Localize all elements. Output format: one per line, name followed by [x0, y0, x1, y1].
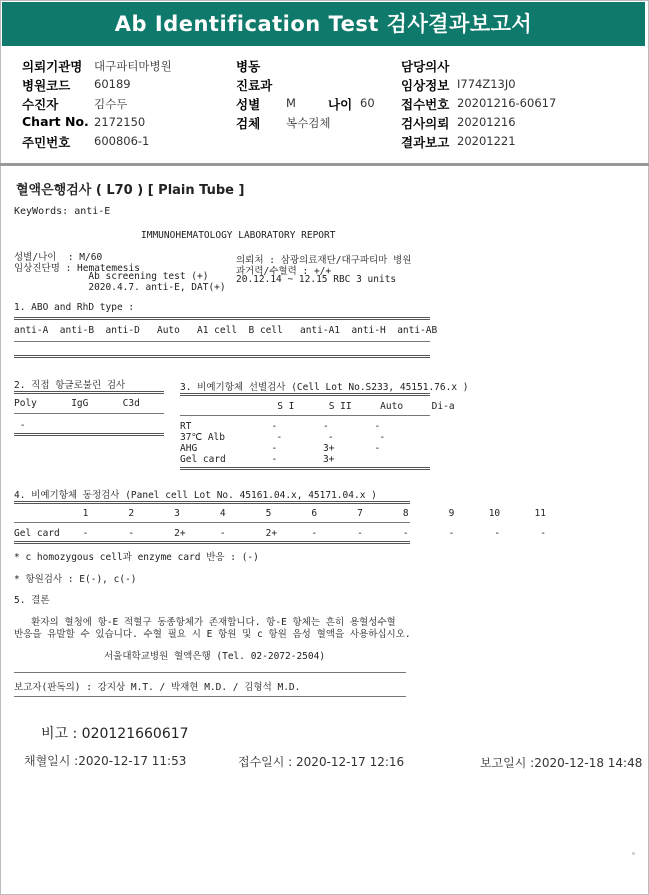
memo: 비고 : 020121660617 — [41, 726, 189, 742]
dat-header: Poly IgG C3d — [14, 398, 140, 409]
report-title-en: IMMUNOHEMATOLOGY LABORATORY REPORT — [141, 230, 336, 241]
screening-row: AHG - 3+ - — [180, 443, 381, 454]
divider — [14, 413, 164, 414]
abo-rhd-title: 1. ABO and RhD type : — [14, 302, 135, 313]
transfusion-history: 과거력/수혈력 : +/+ — [236, 266, 332, 277]
requester: 의뢰처 : 삼광의료재단/대구파티마 병원 — [236, 255, 412, 266]
diagnosis-line-2: Ab screening test (+) — [14, 271, 209, 282]
info-row-institution: 의뢰기관명 대구파티마병원 — [22, 59, 172, 74]
conclusion-line-2: 반응을 유발할 수 있습니다. 수혈 필요 시 E 항원 및 c 항원 음성 혈액을 사용하십시오. — [14, 629, 411, 640]
info-row-ward: 병동 — [236, 59, 261, 74]
info-row-patient: 수진자 김수두 — [22, 97, 128, 112]
divider — [14, 341, 430, 342]
divider — [14, 541, 410, 544]
reporters: 보고자(판독의) : 강지상 M.T. / 박재현 M.D. / 김형석 M.D. — [14, 682, 301, 693]
identification-header: 1 2 3 4 5 6 7 8 9 10 11 — [14, 508, 546, 519]
divider — [180, 415, 430, 416]
identification-row: Gel card - - 2+ - 2+ - - - - - - — [14, 528, 546, 539]
info-row-sex: 성별 M — [236, 96, 296, 112]
section-title: 혈액은행검사 ( L70 ) [ Plain Tube ] — [16, 183, 245, 198]
note-antigen: * 항원검사 : E(-), c(-) — [14, 574, 137, 585]
report-time: 보고일시 :2020-12-18 14:48 — [480, 756, 643, 770]
conclusion-line-1: 환자의 혈청에 항-E 적혈구 동종항체가 존재합니다. 항-E 항체는 흔히 용혈성수혈 — [14, 617, 396, 628]
info-row-report-date: 결과보고 20201221 — [401, 134, 516, 150]
dat-row: - — [14, 420, 26, 431]
divider — [14, 672, 406, 673]
divider — [14, 355, 430, 358]
note-homozygous: * c homozygous cell과 enzyme card 반응 : (-) — [14, 552, 259, 563]
info-row-department: 진료과 — [236, 78, 273, 93]
divider — [14, 433, 164, 436]
identification-title: 4. 비예기항체 동정검사 (Panel cell Lot No. 45161.04.x, 45171.04.x ) — [14, 490, 377, 501]
info-row-specimen: 검체 복수검체 — [236, 116, 331, 131]
conclusion-title: 5. 결론 — [14, 595, 50, 606]
info-row-clinical-info: 임상정보 I774Z13J0 — [401, 77, 516, 93]
divider — [14, 696, 406, 697]
divider — [180, 393, 430, 396]
info-row-doctor: 담당의사 — [401, 59, 450, 74]
divider — [180, 467, 430, 470]
info-row-resident-no: 주민번호 600806-1 — [22, 134, 150, 150]
abo-rhd-header: anti-A anti-B anti-D Auto A1 cell B cell anti-A1 anti-H anti-AB — [14, 325, 438, 336]
divider — [14, 317, 430, 320]
transfusion-record: 20.12.14 ~ 12.15 RBC 3 units — [236, 274, 397, 285]
divider — [14, 522, 410, 523]
info-row-request-date: 검사의뢰 20201216 — [401, 115, 516, 131]
report-title: Ab Identification Test 검사결과보고서 — [2, 2, 645, 46]
screening-header: S I S II Auto Di-a — [180, 401, 455, 412]
diagnosis: 임상진단명 : Hematemesis — [14, 263, 140, 274]
screening-row: Gel card - 3+ — [180, 454, 335, 465]
blood-bank-contact: 서울대학교병원 혈액은행 (Tel. 02-2072-2504) — [104, 651, 326, 662]
screening-row: 37℃ Alb - - - — [180, 432, 386, 443]
header-divider — [0, 163, 649, 166]
screening-title: 3. 비예기항체 선별검사 (Cell Lot No.S233, 45151.76.x ) — [180, 382, 469, 393]
divider — [14, 391, 164, 394]
info-row-accession-no: 접수번호 20201216-60617 — [401, 96, 557, 112]
dat-title: 2. 직접 항글로불린 검사 — [14, 380, 126, 391]
scan-speck — [632, 852, 635, 855]
screening-row: RT - - - — [180, 421, 381, 432]
keywords: KeyWords: anti-E — [14, 206, 111, 217]
sex-age: 성별/나이 : M/60 — [14, 252, 103, 263]
diagnosis-line-3: 2020.4.7. anti-E, DAT(+) — [14, 282, 226, 293]
divider — [14, 501, 410, 504]
collection-time: 채혈일시 :2020-12-17 11:53 — [24, 754, 187, 768]
info-row-hospital-code: 병원코드 60189 — [22, 77, 131, 93]
info-row-chart-no: Chart No. 2172150 — [22, 114, 146, 129]
info-row-age: 나이 60 — [328, 96, 375, 112]
receipt-time: 접수일시 : 2020-12-17 12:16 — [238, 755, 405, 769]
